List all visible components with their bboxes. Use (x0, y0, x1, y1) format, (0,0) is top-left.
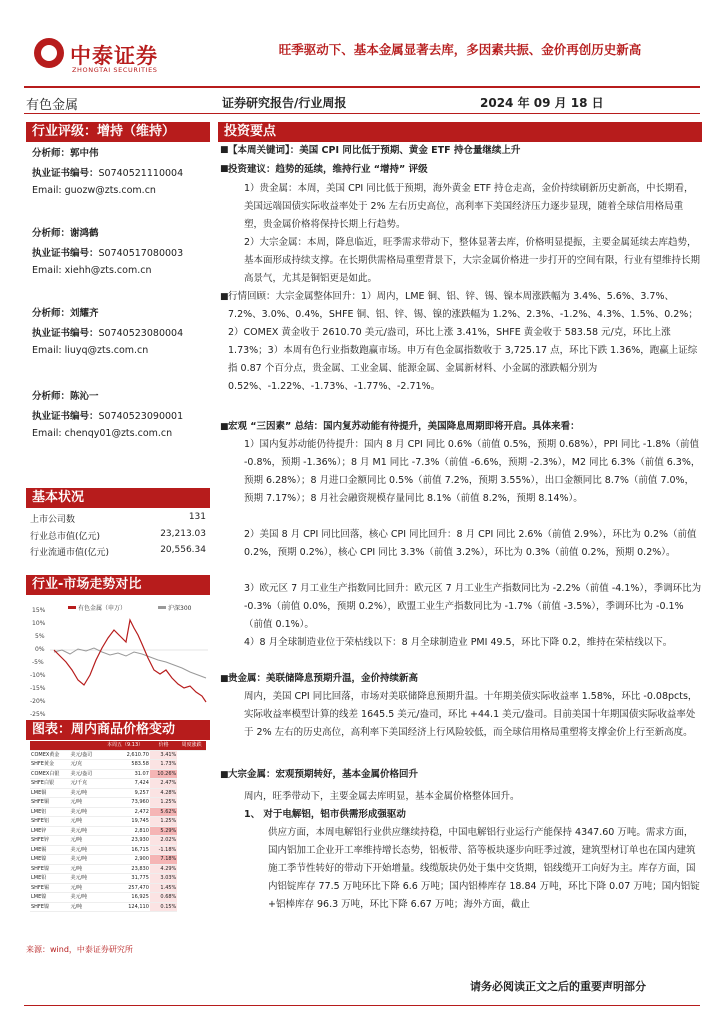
table-cell: 1.25% (150, 817, 177, 827)
legend-industry: 有色金属（申万） (78, 605, 127, 612)
market-review: 行情回顾：大宗金属整体回升：1）周内，LME 铜、铝、锌、锡、镍本周涨跌幅为 3.4%、5.6%、3.7%、7.2%、3.0%、0.4%，SHFE 铜、铝、锌、锡、镍的涨跌幅为 1.2%、2.3%、-1.2%、4.3%、1.5%、0.2%；2）COMEX 黄金收于 2610.70 美元/盎司，环比上涨 3.41%，SHFE 黄金收于 583.58 元/克，环比上涨 1.73%；3）本周有色行业指数跑赢市场。申万有色金属指数收于 3,725.17 点，环比下跌 1.36%，跑赢上证综指 0.87 个百分点，贵金属、工业金属、能源金属、金属新材料、小金属的涨跌幅分别为 0.52%、-1.22%、-1.73%、-1.77%、-2.71%。 (228, 291, 698, 392)
table-cell: 31,775 (100, 874, 150, 884)
macro-title: 宏观 “三因素” 总结：国内复苏动能有待提升，美国降息周期即将开启。具体来看： (228, 421, 580, 432)
disclaimer-footer: 请务必阅读正文之后的重要声明部分 (470, 980, 646, 993)
analyst-block-3 (32, 305, 212, 356)
table-row (30, 769, 206, 779)
analyst-email[interactable]: chenqy01@zts.com.cn (64, 428, 173, 439)
table-cell: 美元/吨 (69, 893, 100, 903)
table-cell: 5.62% (150, 807, 177, 817)
analyst-block-4 (32, 388, 212, 439)
table-row (30, 807, 206, 817)
cert-label: 执业证书编号： (32, 411, 99, 422)
table-cell: 2.47% (150, 779, 177, 789)
rating-bar: 行业评级：增持（维持） (26, 122, 210, 142)
table-cell: 美元/吨 (69, 845, 100, 855)
analyst-name: 刘耀齐 (70, 308, 99, 319)
table-cell: 5.29% (150, 826, 177, 836)
table-cell: 4.28% (150, 788, 177, 798)
svg-text:-25%: -25% (30, 711, 46, 718)
investment-advice-title: 投资建议：趋势的延续，维持行业 “增持” 评级 (228, 164, 428, 175)
legend-swatch-industry (68, 606, 76, 609)
table-row (30, 788, 206, 798)
table-row (30, 760, 206, 770)
table-row (30, 874, 206, 884)
table-cell: 2,610.70 (100, 750, 150, 760)
analyst-name: 谢鸿鹤 (70, 228, 99, 239)
table-cell: 1.45% (150, 883, 177, 893)
table-cell: 10.26% (150, 769, 177, 779)
macro-pmi: 4）8 月全球制造业位于荣枯线以下：8 月全球制造业 PMI 49.5，环比下降 0.2，维持在荣枯线以下。 (244, 637, 673, 648)
stat-row (30, 529, 206, 542)
svg-text:0%: 0% (35, 646, 45, 653)
macro-domestic: 1）国内复苏动能仍待提升：国内 8 月 CPI 同比 0.6%（前值 0.5%，预期 0.68%），PPI 同比 -1.8%（前值 -0.8%，预期 -1.36%）；8 月 M1 同比 -7.3%（前值 -6.6%，预期 -2.3%），M2 同比 6.3%（前值 6.3%，预期 6.28%）；8 月进口金额同比 0.5%（前值 7.2%，预期 3.55%），出口金额同比 8.7%（前值 7.0%，预期 7.17%）；8 月社会融资规模存量同比 8.1%（前值 8.2%，预期 8.14%）。 (244, 439, 701, 504)
analyst-name: 郭中伟 (70, 148, 99, 159)
table-cell: LME镍 (30, 855, 69, 865)
table-row (30, 902, 206, 912)
table-cell: 7.18% (150, 855, 177, 865)
cert-number: S0740523080004 (98, 328, 184, 339)
stat-value: 131 (188, 512, 206, 522)
table-row (30, 864, 206, 874)
stat-row (30, 545, 206, 558)
advice-precious: 1）贵金属：本周，美国 CPI 同比低于预期，海外黄金 ETF 持仓走高，金价持续刷新历史新高，中长期看，美国远端国债实际收益率处于 2% 左右历史高位，高利率下美国经济压力逐步显现，随着全球信用格局重塑，贵金属价格将保持长期上行趋势。 (244, 183, 694, 230)
stat-value: 20,556.34 (160, 545, 206, 555)
svg-text:15%: 15% (32, 607, 46, 614)
logo-english: ZHONGTAI SECURITIES (72, 66, 158, 74)
table-cell: 583.58 (100, 760, 150, 770)
cert-label: 执业证书编号： (32, 168, 99, 179)
table-cell: 美元/吨 (69, 788, 100, 798)
cert-label: 执业证书编号： (32, 248, 99, 259)
stat-value: 23,213.03 (160, 529, 206, 539)
table-cell: 19,745 (100, 817, 150, 827)
table-cell: 元/吨 (69, 836, 100, 846)
table-cell: 元/吨 (69, 817, 100, 827)
key-points-bar: 投资要点 (218, 122, 702, 142)
table-cell: 0.15% (150, 902, 177, 912)
table-cell: 31.07 (100, 769, 150, 779)
table-cell: 4.29% (150, 864, 177, 874)
table-cell: 元/克 (69, 760, 100, 770)
table-cell: 7,424 (100, 779, 150, 789)
svg-text:-5%: -5% (32, 659, 44, 666)
aluminum-subtitle: 1、 对于电解铝，铝市供需形成强驱动 (244, 809, 406, 820)
table-cell: 元/吨 (69, 883, 100, 893)
report-type: 证券研究报告/行业周报 (222, 96, 347, 110)
legend-swatch-hs300 (158, 606, 166, 609)
table-cell: 1.73% (150, 760, 177, 770)
bullet-icon: ■ (220, 164, 229, 174)
table-cell: SHFE铝 (30, 817, 69, 827)
table-cell: 23,930 (100, 836, 150, 846)
bullet-icon: ■ (220, 674, 229, 684)
svg-text:-10%: -10% (30, 672, 46, 679)
table-row (30, 750, 206, 760)
svg-text:-20%: -20% (30, 698, 46, 705)
price-table-bar: 图表：周内商品价格变动 (26, 720, 210, 740)
svg-text:5%: 5% (35, 633, 45, 640)
table-cell: 3.41% (150, 750, 177, 760)
svg-text:10%: 10% (32, 620, 46, 627)
subheader-divider (24, 113, 700, 114)
analyst-name: 陈沁一 (70, 391, 99, 402)
table-cell: COMEX白银 (30, 769, 69, 779)
email-label: Email: (32, 265, 62, 276)
analyst-email[interactable]: liuyq@zts.com.cn (64, 345, 149, 356)
analyst-block-1 (32, 145, 212, 196)
table-row (30, 836, 206, 846)
table-row (30, 855, 206, 865)
footer-divider (24, 1005, 700, 1006)
stat-label: 行业总市值(亿元) (30, 532, 101, 542)
analyst-name-label: 分析师： (32, 148, 71, 159)
aluminum-body: 供应方面，本周电解铝行业供应继续持稳，中国电解铝行业运行产能保持 4347.60 万吨。需求方面，国内铝加工企业开工率维持增长态势，铝板带、箔等板块逐步向旺季过渡，建筑型材订单也在国内建筑施工季节性转好的带动下开始增量。线缆版块仍处于集中交货期，铝线缆开工向好为主。库存方面，国内铝锭库存 77.5 万吨环比下降 6.6 万吨；国内铝棒库存 18.84 万吨，环比下降 0.07 万吨；国内铝锭+铝棒库存 96.3 万吨，环比下降 6.67 万吨；海外方面，截止 (268, 827, 700, 910)
analyst-name-label: 分析师： (32, 228, 71, 239)
table-cell: 73,960 (100, 798, 150, 808)
table-cell: 2.02% (150, 836, 177, 846)
table-cell: 美元/盎司 (69, 769, 100, 779)
base-metal-body: 周内，旺季带动下，主要金属去库明显，基本金属价格整体回升。 (244, 791, 520, 802)
table-cell: 16,925 (100, 893, 150, 903)
table-cell: SHFE铜 (30, 798, 69, 808)
table-cell: COMEX黄金 (30, 750, 69, 760)
table-cell: 9,257 (100, 788, 150, 798)
report-title: 旺季驱动下、基本金属显著去库，多因素共振、金价再创历史新高 (278, 42, 642, 57)
precious-title: 贵金属：美联储降息预期升温，金价持续新高 (228, 673, 419, 684)
bullet-icon: ■ (220, 770, 229, 780)
table-row (30, 883, 206, 893)
table-cell: 257,470 (100, 883, 150, 893)
advice-base: 2）大宗金属：本周，降息临近，旺季需求带动下，整体显著去库，价格明显提振，主要金属延续去库趋势，基本面形成持续支撑。在长期供需格局重塑背景下，大宗金属价格进一步打开的空间有限，行业有望维持长期高景气，尤其是铜铝更是如此。 (244, 237, 701, 284)
table-row (30, 779, 206, 789)
analyst-name-label: 分析师： (32, 391, 71, 402)
macro-us: 2）美国 8 月 CPI 同比回落，核心 CPI 同比回升：8 月 CPI 同比 2.6%（前值 2.9%），环比为 0.2%（前值 0.2%，预期 0.2%），核心 CPI 同比 3.3%（前值 3.2%），环比为 0.3%（前值 0.2%，预期 0.2%）。 (244, 529, 697, 558)
report-date: 2024 年 09 月 18 日 (480, 96, 604, 110)
table-cell: 元/吨 (69, 864, 100, 874)
analyst-name-label: 分析师： (32, 308, 71, 319)
industry-label: 有色金属 (26, 98, 79, 113)
cert-label: 执业证书编号： (32, 328, 99, 339)
base-metal-title: 大宗金属：宏观预期转好，基本金属价格回升 (228, 769, 419, 780)
commodity-price-table (30, 741, 206, 912)
table-cell: 2,472 (100, 807, 150, 817)
table-cell: LME镍 (30, 893, 69, 903)
table-cell: -1.18% (150, 845, 177, 855)
table-cell: 124,110 (100, 902, 150, 912)
table-cell: SHFE锡 (30, 883, 69, 893)
table-row (30, 845, 206, 855)
table-cell: SHFE黄金 (30, 760, 69, 770)
email-label: Email: (32, 428, 62, 439)
table-cell: 2,900 (100, 855, 150, 865)
analyst-email[interactable]: xiehh@zts.com.cn (64, 265, 152, 276)
table-cell: 3.03% (150, 874, 177, 884)
table-cell: 1.25% (150, 798, 177, 808)
email-label: Email: (32, 345, 62, 356)
table-cell: LME铝 (30, 807, 69, 817)
table-cell: 0.68% (150, 893, 177, 903)
table-cell: 美元/吨 (69, 807, 100, 817)
bullet-icon: ■ (220, 145, 229, 155)
table-cell: 元/吨 (69, 798, 100, 808)
table-cell: 2,810 (100, 826, 150, 836)
basic-status-bar: 基本状况 (26, 488, 210, 508)
logo-text: 中泰证券 (70, 44, 158, 68)
table-cell: SHFE锌 (30, 836, 69, 846)
table-cell: 23,830 (100, 864, 150, 874)
table-cell: 美元/吨 (69, 855, 100, 865)
table-cell: LME锌 (30, 826, 69, 836)
table-row (30, 826, 206, 836)
table-cell: 美元/吨 (69, 826, 100, 836)
header-divider (24, 86, 700, 88)
market-trend-chart (30, 600, 210, 720)
macro-euro: 3）欧元区 7 月工业生产指数同比回升：欧元区 7 月工业生产指数同比为 -2.2%（前值 -4.1%），季调环比为 -0.3%（前值 0.0%，预期 0.2%），欧盟工业生产指数同比为 -1.7%（前值 -3.5%），季调环比为 -0.1%（前值 0.1%）。 (244, 583, 702, 630)
table-cell: 元/千克 (69, 779, 100, 789)
precious-body: 周内，美国 CPI 同比回落，市场对美联储降息预期升温。十年期美债实际收益率 1.58%，环比 -0.08pcts，实际收益率模型计算的线差 1645.5 美元/盎司，环比 +44.1 美元/盎司。目前美国十年期国债实际收益率处于 2% 左右的历史高位，高利率下美国经济上行风险较低，而全球信用格局重塑将支撑金价上行至新高度。 (244, 691, 698, 738)
email-label: Email: (32, 185, 62, 196)
table-row (30, 798, 206, 808)
table-cell: 美元/吨 (69, 874, 100, 884)
table-cell: SHFE镍 (30, 902, 69, 912)
svg-text:-15%: -15% (30, 685, 46, 692)
table-cell: 美元/盎司 (69, 750, 100, 760)
table-row (30, 817, 206, 827)
cert-number: S0740517080003 (98, 248, 184, 259)
source-note: 来源：wind，中泰证券研究所 (26, 945, 133, 954)
cert-number: S0740523090001 (98, 411, 184, 422)
stat-row (30, 512, 206, 525)
cert-number: S0740521110004 (98, 168, 184, 179)
table-cell: 元/吨 (69, 902, 100, 912)
table-cell: LME铅 (30, 874, 69, 884)
table-header-row: 本周五（9.13） 价格 周度涨跌 (30, 741, 206, 750)
legend-hs300: 沪深300 (168, 605, 192, 612)
table-cell: 16,715 (100, 845, 150, 855)
table-cell: LME锡 (30, 845, 69, 855)
keyword-line: 【本周关键词】：美国 CPI 同比低于预期、黄金 ETF 持仓量继续上升 (228, 145, 521, 156)
market-trend-bar: 行业-市场走势对比 (26, 575, 210, 595)
table-row (30, 893, 206, 903)
table-cell: LME铜 (30, 788, 69, 798)
analyst-block-2 (32, 225, 212, 276)
bullet-icon: ■ (220, 422, 229, 432)
bullet-icon: ■ (220, 292, 229, 302)
analyst-email[interactable]: guozw@zts.com.cn (64, 185, 156, 196)
company-logo-icon (34, 38, 64, 68)
table-cell: SHFE镍 (30, 864, 69, 874)
table-cell: SHFE白银 (30, 779, 69, 789)
stat-label: 上市公司数 (30, 515, 76, 525)
stat-label: 行业流通市值(亿元) (30, 548, 110, 558)
